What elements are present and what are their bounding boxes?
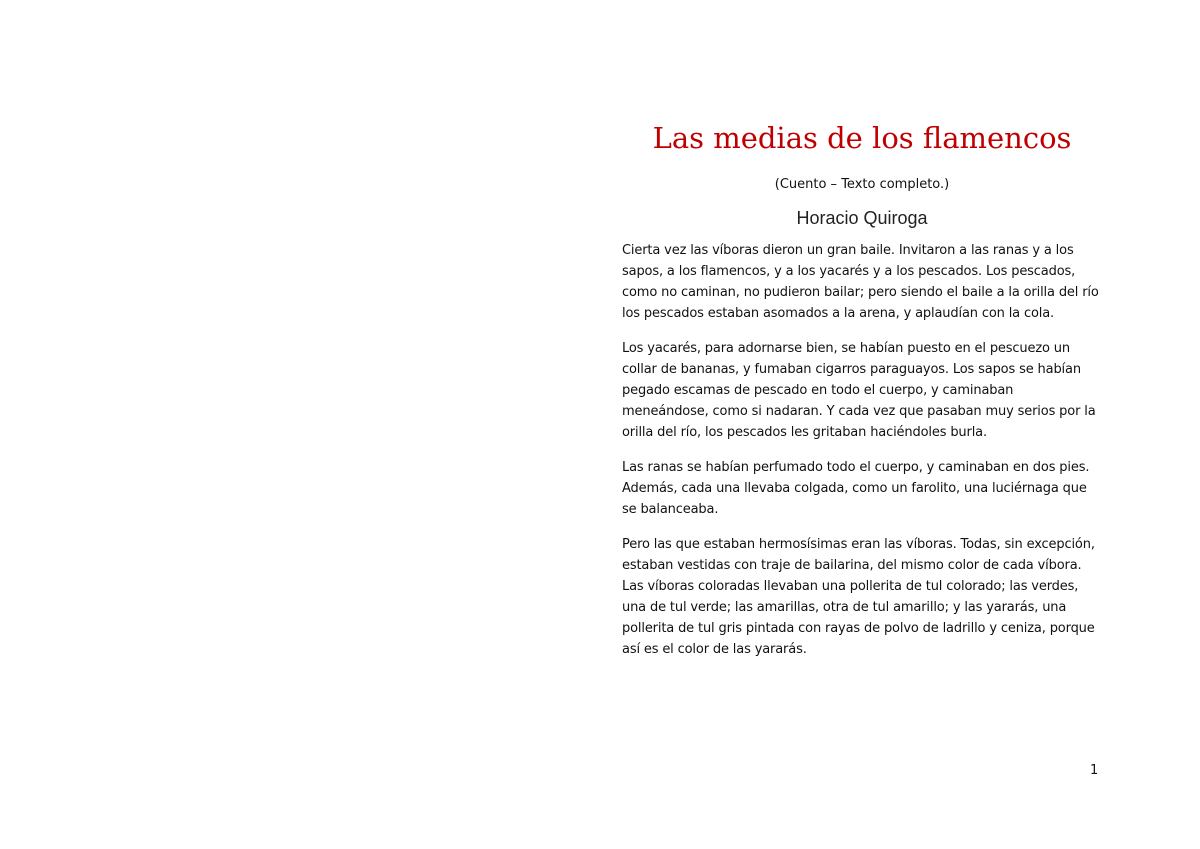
page-number: 1 <box>1090 763 1099 778</box>
document-author: Horacio Quiroga <box>796 208 928 228</box>
document-title: Las medias de los flamencos <box>652 121 1072 155</box>
paragraph-2: Los yacarés, para adornarse bien, se habían puesto en el pescuezo un collar de bananas, y fumaban cigarros paraguayos. Los sapos se habían pegado escamas de pescado en todo el cuerpo, y caminaban meneándose, como si nadaran. Y cada vez que pasaban muy serios por la orilla del río, los pescados les gritaban haciéndoles burla. <box>622 341 1096 440</box>
paragraph-3: Las ranas se habían perfumado todo el cuerpo, y caminaban en dos pies. Además, cada una llevaba colgada, como un farolito, una luciérnaga que se balanceaba. <box>622 460 1090 517</box>
text-column <box>622 118 1102 674</box>
paragraph-4: Pero las que estaban hermosísimas eran las víboras. Todas, sin excepción, estaban vestidas con traje de bailarina, del mismo color de cada víbora. Las víboras coloradas llevaban una pollerita de tul colorado; las verdes, una de tul verde; las amarillas, otra de tul amarillo; y las yararás, una pollerita de tul gris pintada con rayas de polvo de ladrillo y ceniza, porque así es el color de las yararás. <box>622 537 1095 657</box>
document-subtitle: (Cuento – Texto completo.) <box>774 177 950 192</box>
paragraph-1: Cierta vez las víboras dieron un gran baile. Invitaron a las ranas y a los sapos, a los flamencos, y a los yacarés y a los pescados. Los pescados, como no caminan, no pudieron bailar; pero siendo el baile a la orilla del río los pescados estaban asomados a la arena, y aplaudían con la cola. <box>622 243 1099 321</box>
